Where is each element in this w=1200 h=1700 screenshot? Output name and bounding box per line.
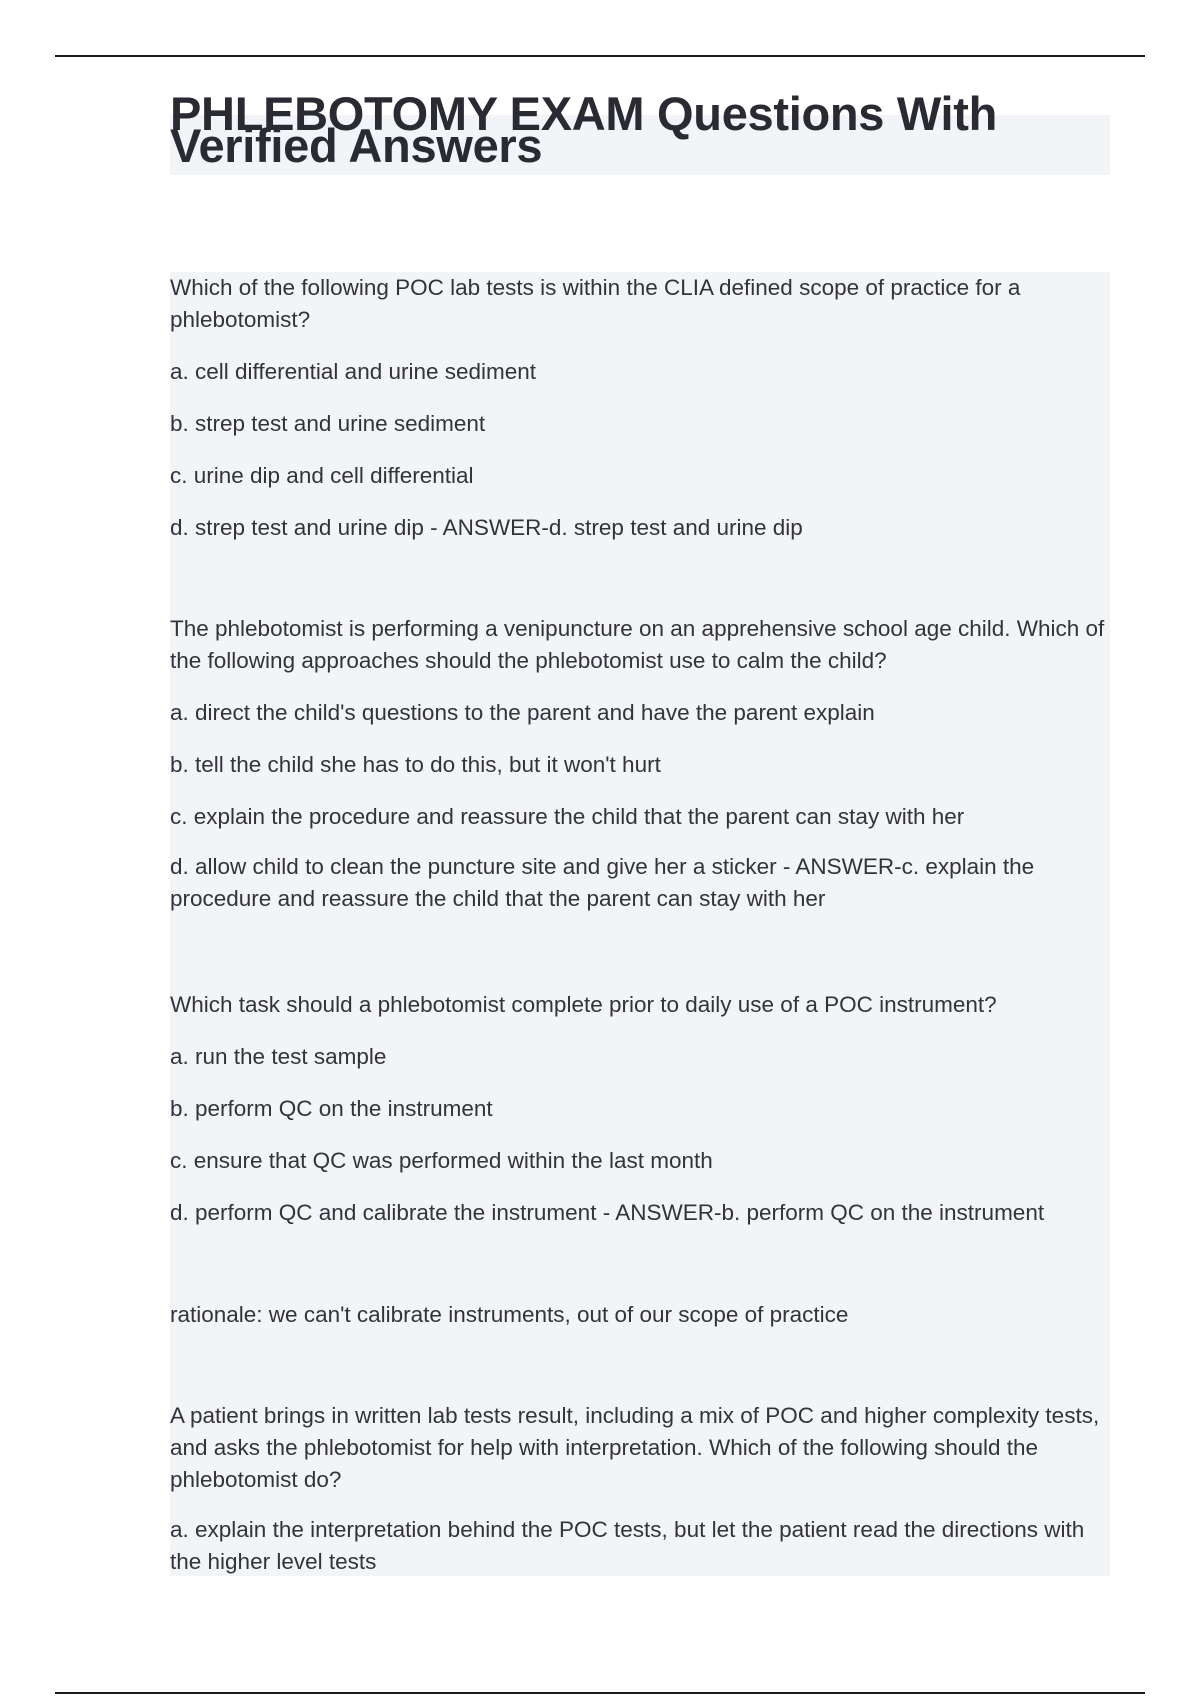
option-c: c. ensure that QC was performed within the last month xyxy=(170,1148,713,1173)
option-a: a. explain the interpretation behind the POC tests, but let the patient read the directions with the higher level tests xyxy=(170,1517,1085,1574)
question-4 xyxy=(170,1400,1110,1578)
top-rule xyxy=(55,55,1145,57)
question-2 xyxy=(170,613,1110,915)
rationale xyxy=(170,1299,1110,1331)
page-title: PHLEBOTOMY EXAM Questions With Verified Answers xyxy=(170,87,998,172)
question-prompt: Which of the following POC lab tests is within the CLIA defined scope of practice for a phlebotomist? xyxy=(170,275,1021,332)
question-prompt: The phlebotomist is performing a venipuncture on an apprehensive school age child. Which of the following approaches should the phlebotomist use to calm the child? xyxy=(170,616,1105,673)
option-d-answer: d. strep test and urine dip - ANSWER-d. strep test and urine dip xyxy=(170,515,803,540)
question-prompt: A patient brings in written lab tests result, including a mix of POC and higher complexity tests, and asks the phlebotomist for help with interpretation. Which of the following should the phlebotomist do? xyxy=(170,1403,1100,1492)
rationale-text: rationale: we can't calibrate instruments, out of our scope of practice xyxy=(170,1302,849,1327)
option-c: c. urine dip and cell differential xyxy=(170,463,474,488)
option-d-answer: d. allow child to clean the puncture site and give her a sticker - ANSWER-c. explain the procedure and reassure the child that the parent can stay with her xyxy=(170,854,1035,911)
option-c: c. explain the procedure and reassure the child that the parent can stay with her xyxy=(170,804,965,829)
option-b: b. strep test and urine sediment xyxy=(170,411,486,436)
option-a: a. cell differential and urine sediment xyxy=(170,359,537,384)
question-3 xyxy=(170,989,1110,1229)
question-1 xyxy=(170,272,1110,544)
option-d-answer: d. perform QC and calibrate the instrument - ANSWER-b. perform QC on the instrument xyxy=(170,1200,1045,1225)
option-b: b. perform QC on the instrument xyxy=(170,1096,493,1121)
question-prompt: Which task should a phlebotomist complete prior to daily use of a POC instrument? xyxy=(170,992,997,1017)
option-b: b. tell the child she has to do this, but it won't hurt xyxy=(170,752,661,777)
bottom-rule xyxy=(55,1692,1145,1694)
option-a: a. run the test sample xyxy=(170,1044,387,1069)
option-a: a. direct the child's questions to the parent and have the parent explain xyxy=(170,700,875,725)
